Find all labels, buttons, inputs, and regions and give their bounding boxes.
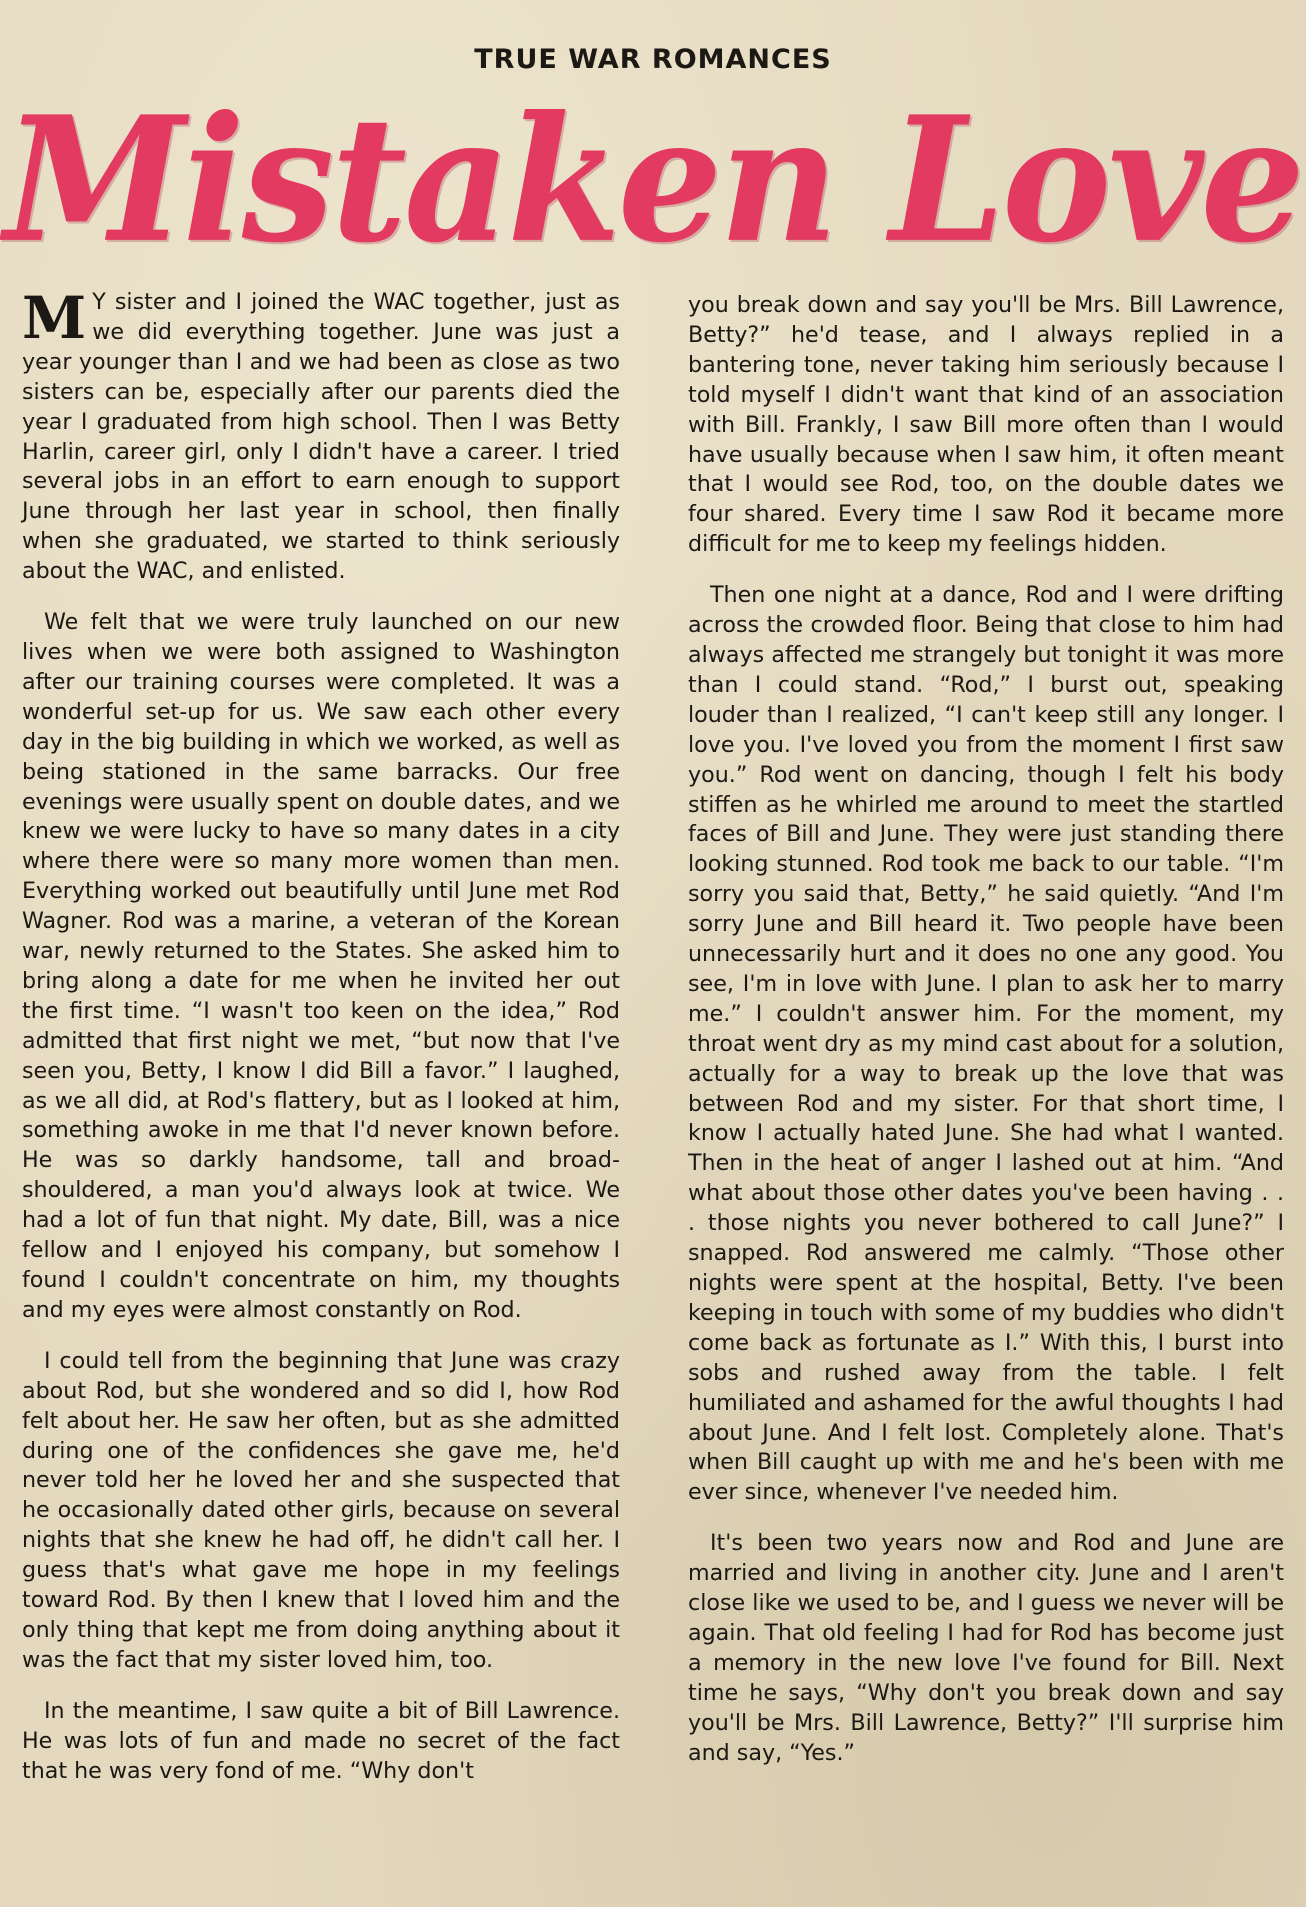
drop-cap: M — [22, 284, 87, 352]
right-column — [688, 291, 1284, 1790]
story-paragraph-1 — [22, 284, 620, 587]
publication-header: TRUE WAR ROMANCES — [474, 44, 832, 75]
paragraph-1-text: Y sister and I joined the WAC together, just as we did everything together. June was just a year younger than I and we had been as close as two sisters can be, especially after our parents died the year I graduated from high school. Then I was Betty Harlin, career girl, only I didn't have a career. I tried several jobs in an effort to earn enough to support June through her last year in school, then finally when she graduated, we started to think seriously about the WAC, and enlisted. — [22, 289, 620, 585]
left-column — [22, 284, 620, 1808]
story-paragraph-2: We felt that we were truly launched on our new lives when we were both assigned to Washington after our training courses were completed. It was a wonderful set-up for us. We saw each other every day in the big building in which we worked, as well as being stationed in the same barracks. Our free evenings were usually spent on double dates, and we knew we were lucky to have so many dates in a city where there were so many more women than men. Everything worked out beautifully until June met Rod Wagner. Rod was a marine, a veteran of the Korean war, newly returned to the States. She asked him to bring along a date for me when he invited her out the first time. “I wasn't too keen on the idea,” Rod admitted that first night we met, “but now that I've seen you, Betty, I know I did Bill a favor.” I laughed, as we all did, at Rod's flattery, but as I looked at him, something awoke in me that I'd never known before. He was so darkly handsome, tall and broad-shouldered, a man you'd always look at twice. We had a lot of fun that night. My date, Bill, was a nice fellow and I enjoyed his company, but somehow I found I couldn't concentrate on him, my thoughts and my eyes were almost constantly on Rod. — [22, 609, 620, 1323]
story-paragraph-4-start: In the meantime, I saw quite a bit of Bill Lawrence. He was lots of fun and made no secret of the fact that he was very fond of me. “Why don't — [22, 1697, 620, 1784]
story-paragraph-3: I could tell from the beginning that June was crazy about Rod, but she wondered and so did I, how Rod felt about her. He saw her often, but as she admitted during one of the confidences she gave me, he'd never told her he loved her and she suspected that he occasionally dated other girls, because on several nights that she knew he had off, he didn't call her. I guess that's what gave me hope in my feelings toward Rod. By then I knew that I loved him and the only thing that kept me from doing anything about it was the fact that my sister loved him, too. — [22, 1347, 620, 1673]
story-title: Mistaken Love — [4, 78, 1302, 281]
story-paragraph-5: Then one night at a dance, Rod and I were drifting across the crowded floor. Being that close to him had always affected me strangely but tonight it was more than I could stand. “Rod,” I burst out, speaking louder than I realized, “I can't keep still any longer. I love you. I've loved you from the moment I first saw you.” Rod went on dancing, though I felt his body stiffen as he whirled me around to meet the startled faces of Bill and June. They were just standing there looking stunned. Rod took me back to our table. “I'm sorry you said that, Betty,” he said quietly. “And I'm sorry June and Bill heard it. Two people have been unnecessarily hurt and it does no one any good. You see, I'm in love with June. I plan to ask her to marry me.” I couldn't answer him. For the moment, my throat went dry as my mind cast about for a solution, actually for a way to break up the love that was between Rod and my sister. For that short time, I know I actually hated June. She had what I wanted. Then in the heat of anger I lashed out at him. “And what about those other dates you've been having . . . those nights you never bothered to call June?” I snapped. Rod answered me calmly. “Those other nights were spent at the hospital, Betty. I've been keeping in touch with some of my buddies who didn't come back as fortunate as I.” With this, I burst into sobs and rushed away from the table. I felt humiliated and ashamed for the awful thoughts I had about June. And I felt lost. Completely alone. That's when Bill caught up with me and he's been with me ever since, whenever I've needed him. — [688, 582, 1284, 1506]
story-paragraph-4-continued: you break down and say you'll be Mrs. Bill Lawrence, Betty?” he'd tease, and I always replied in a bantering tone, never taking him seriously because I told myself I didn't want that kind of an association with Bill. Frankly, I saw Bill more often than I would have usually because when I saw him, it often meant that I would see Rod, too, on the double dates we four shared. Every time I saw Rod it became more difficult for me to keep my feelings hidden. — [688, 292, 1284, 558]
story-paragraph-6: It's been two years now and Rod and June are married and living in another city. June and I aren't close like we used to be, and I guess we never will be again. That old feeling I had for Rod has become just a memory in the new love I've found for Bill. Next time he says, “Why don't you break down and say you'll be Mrs. Bill Lawrence, Betty?” I'll surprise him and say, “Yes.” — [688, 1530, 1284, 1766]
